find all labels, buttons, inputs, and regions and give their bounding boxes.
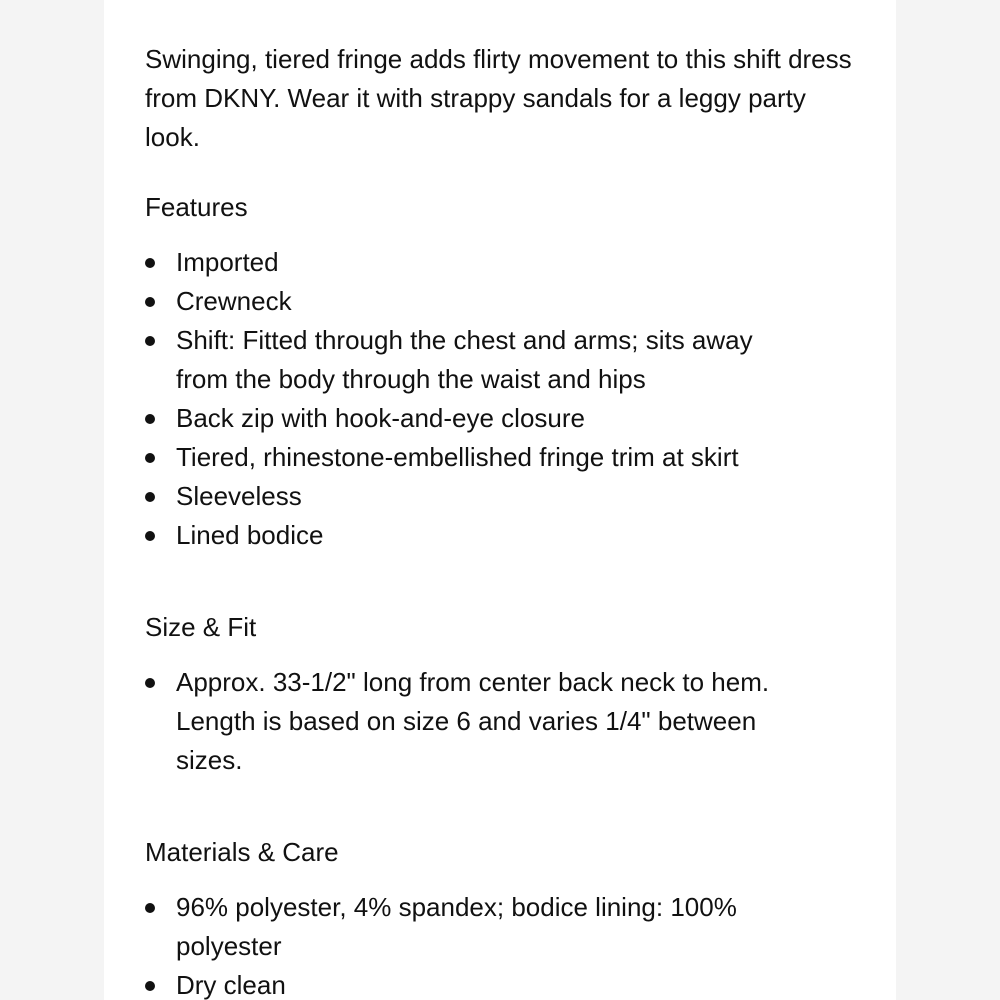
list-item	[145, 282, 865, 321]
list-item-text: Approx. 33-1/2" long from center back neck to hem. Length is based on size 6 and varies 1/4" between sizes.	[176, 667, 770, 775]
size-fit-heading: Size & Fit	[145, 612, 257, 642]
list-item-text: Dry clean	[176, 970, 286, 1000]
bullet-icon	[145, 258, 155, 268]
list-item	[145, 516, 865, 555]
list-item-text: Back zip with hook-and-eye closure	[176, 403, 585, 433]
list-item-text: Crewneck	[176, 286, 292, 316]
list-item	[145, 243, 865, 282]
materials-care-heading: Materials & Care	[145, 837, 339, 867]
bullet-icon	[145, 336, 155, 346]
bullet-icon	[145, 297, 155, 307]
product-details-content	[145, 40, 865, 1000]
list-item-text: Lined bodice	[176, 520, 324, 550]
list-item	[145, 438, 865, 477]
list-item-text: Tiered, rhinestone-embellished fringe trim at skirt	[176, 442, 739, 472]
size-fit-list	[145, 663, 865, 780]
features-list	[145, 243, 865, 555]
bullet-icon	[145, 492, 155, 502]
product-details-page	[104, 0, 896, 1000]
list-item	[145, 477, 865, 516]
bullet-icon	[145, 678, 155, 688]
bullet-icon	[145, 903, 155, 913]
list-item	[145, 321, 806, 399]
materials-care-list	[145, 888, 865, 1000]
list-item-text: Sleeveless	[176, 481, 302, 511]
features-heading: Features	[145, 192, 248, 222]
list-item-text: 96% polyester, 4% spandex; bodice lining: 100% polyester	[176, 892, 737, 961]
list-item	[145, 663, 826, 780]
list-item	[145, 888, 806, 966]
list-item-text: Imported	[176, 247, 279, 277]
bullet-icon	[145, 981, 155, 991]
bullet-icon	[145, 531, 155, 541]
bullet-icon	[145, 453, 155, 463]
list-item	[145, 399, 865, 438]
product-description: Swinging, tiered fringe adds flirty movement to this shift dress from DKNY. Wear it with strappy sandals for a leggy party look.	[145, 44, 852, 152]
list-item	[145, 966, 865, 1000]
bullet-icon	[145, 414, 155, 424]
list-item-text: Shift: Fitted through the chest and arms; sits away from the body through the waist and hips	[176, 325, 753, 394]
